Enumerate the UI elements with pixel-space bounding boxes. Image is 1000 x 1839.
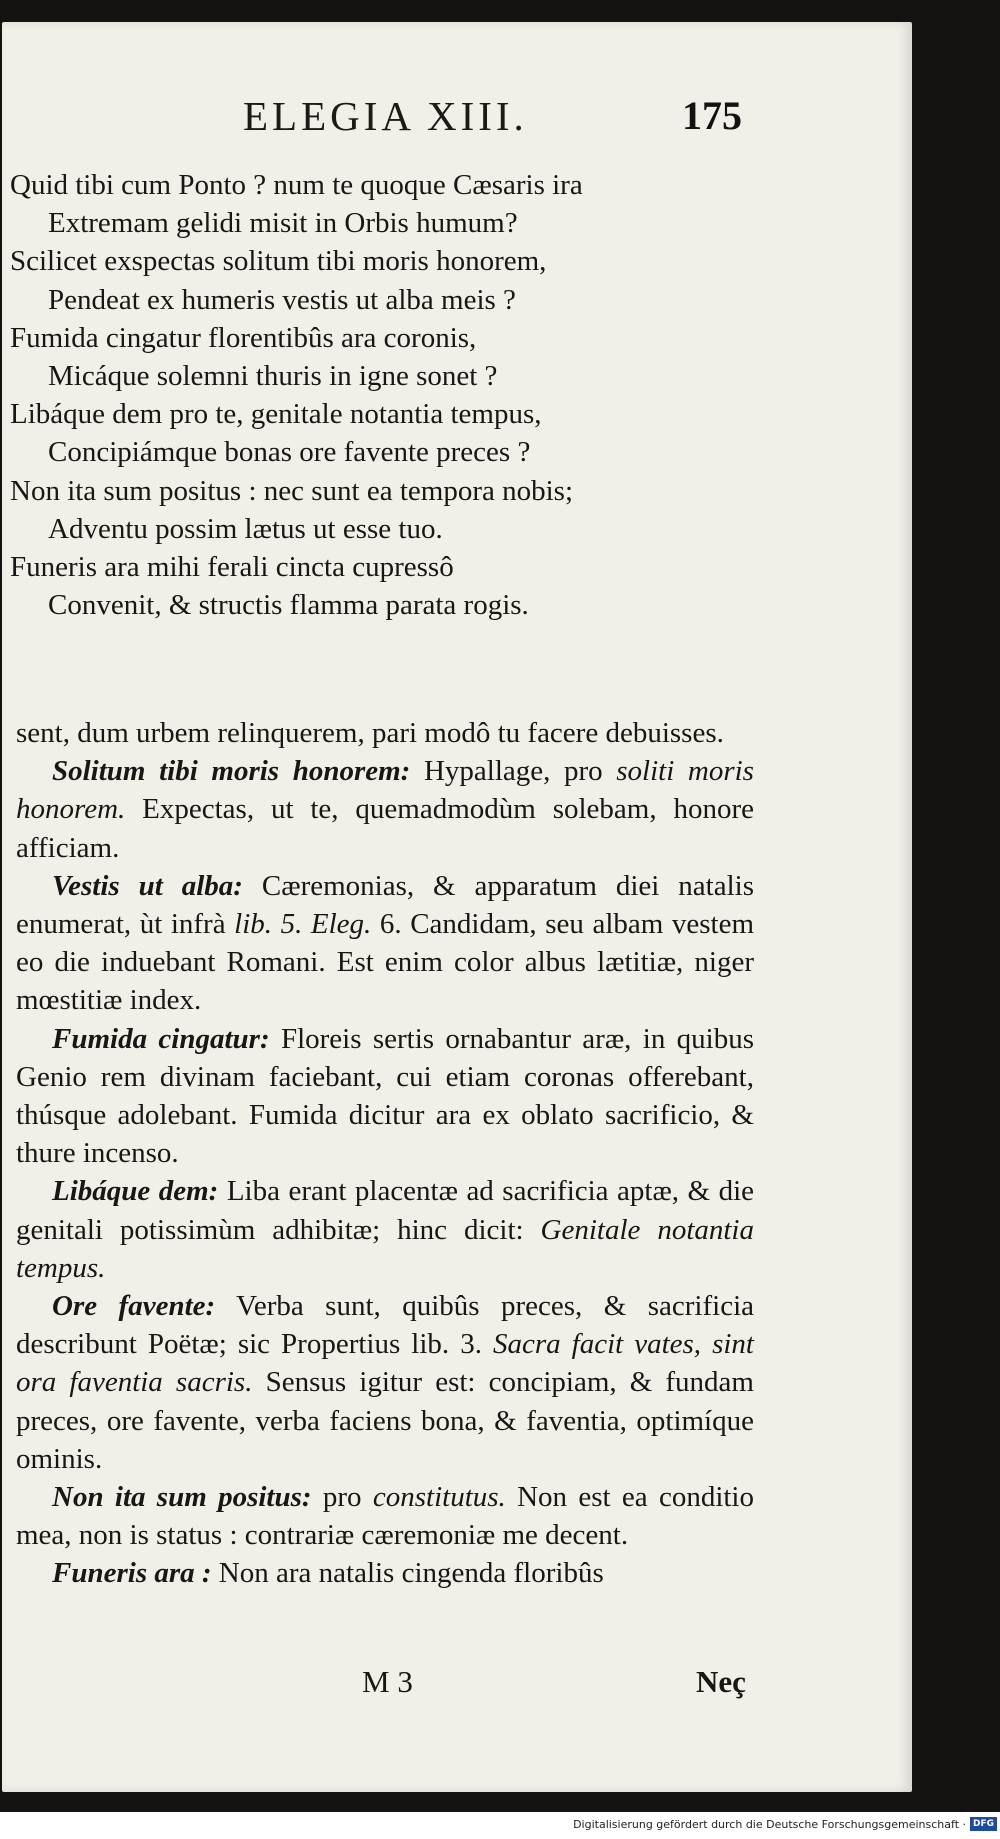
lemma: Vestis ut alba: xyxy=(52,869,243,902)
funding-credit: Digitalisierung gefördert durch die Deutsche Forschungsgemeinschaft · xyxy=(573,1818,966,1831)
commentary-paragraph xyxy=(16,752,754,867)
lemma: Ore favente: xyxy=(52,1290,216,1323)
dfg-logo: DFG xyxy=(970,1817,997,1831)
commentary-text: pro xyxy=(311,1481,373,1514)
verse-line: Pendeat ex humeris vestis ut alba meis ? xyxy=(48,283,516,316)
commentary-paragraph xyxy=(16,1478,754,1554)
verse-line: Concipiámque bonas ore favente preces ? xyxy=(48,436,531,469)
lemma: Solitum tibi moris honorem: xyxy=(52,755,411,788)
commentary-text: Floreis sertis ornabantur aræ, in quibus Genio rem divinam faciebant, cui etiam coronas offerebant, thúsque adolebant. Fumida dicitur ara ex oblato sacrificio, & thure incenso. xyxy=(16,1022,754,1170)
lemma: Libáque dem: xyxy=(52,1175,219,1208)
reference: lib. 5. Eleg. xyxy=(234,908,372,941)
commentary-paragraph xyxy=(16,1172,754,1287)
verse-line: Quid tibi cum Ponto ? num te quoque Cæsaris ira xyxy=(10,169,583,201)
commentary-paragraph xyxy=(16,867,754,1020)
commentary-text: 6. Candidam, seu albam vestem eo die induebant Romani. Est enim color albus lætitiæ, niger mœstitiæ index. xyxy=(16,908,755,1017)
commentary-text: Liba erant placentæ ad sacrificia aptæ, & die genitali potissimùm adhibitæ; hinc dicit: xyxy=(16,1175,755,1246)
commentary-text: Expectas, ut te, quemadmodùm solebam, honore afficiam. xyxy=(16,793,754,864)
verse-line: Extremam gelidi misit in Orbis humum? xyxy=(48,207,518,240)
verse-line: Fumida cingatur florentibûs ara coronis, xyxy=(10,321,477,354)
lemma: Non ita sum positus: xyxy=(52,1481,312,1514)
commentary-text: Cæremonias, & apparatum diei natalis enumerat, ùt infrà xyxy=(16,869,754,941)
italic-phrase: soliti moris honorem. xyxy=(16,755,754,826)
running-head: ELEGIA XIII. xyxy=(243,93,528,139)
commentary-paragraph xyxy=(16,714,754,752)
verse-line: Scilicet exspectas solitum tibi moris honorem, xyxy=(10,245,547,278)
quotation: Sacra facit vates, sint ora faventia sacris. xyxy=(16,1328,754,1399)
verse-line: Adventu possim lætus ut esse tuo. xyxy=(48,512,443,545)
verse-line: Libáque dem pro te, genitale notantia tempus, xyxy=(10,398,542,431)
lemma: Fumida cingatur: xyxy=(52,1022,270,1055)
catchword: Neç xyxy=(696,1664,746,1699)
commentary-block xyxy=(16,714,754,1593)
verse-block xyxy=(10,166,850,624)
page-number: 175 xyxy=(682,93,742,138)
quotation: Genitale notantia tempus. xyxy=(16,1213,754,1284)
commentary-paragraph xyxy=(16,1020,754,1173)
commentary-text: Verba sunt, quibûs preces, & sacrificia describunt Poëtæ; sic Propertius lib. 3. xyxy=(16,1290,755,1361)
commentary-text: sent, dum urbem relinquerem, pari modô tu facere debuisses. xyxy=(16,717,724,749)
commentary-paragraph xyxy=(16,1287,754,1478)
verse-line: Micáque solemni thuris in igne sonet ? xyxy=(48,359,498,392)
commentary-text: Non ara natalis cingenda floribûs xyxy=(211,1557,604,1590)
lemma: Funeris ara : xyxy=(52,1557,212,1590)
italic-phrase: constitutus. xyxy=(372,1481,506,1514)
verse-line: Non ita sum positus : nec sunt ea tempora nobis; xyxy=(10,474,574,507)
commentary-paragraph xyxy=(16,1554,754,1592)
commentary-text: Hypallage, pro xyxy=(410,755,617,788)
signature-mark: M 3 xyxy=(362,1664,413,1699)
commentary-text: Sensus igitur est: concipiam, & fundam preces, ore favente, verba faciens bona, & faventia, optimíque ominis. xyxy=(16,1366,754,1475)
commentary-text: Non est ea conditio mea, non is status : contrariæ cæremoniæ me decent. xyxy=(16,1481,754,1552)
verse-line: Convenit, & structis flamma parata rogis. xyxy=(48,589,529,622)
verse-line: Funeris ara mihi ferali cincta cupressô xyxy=(10,550,454,583)
